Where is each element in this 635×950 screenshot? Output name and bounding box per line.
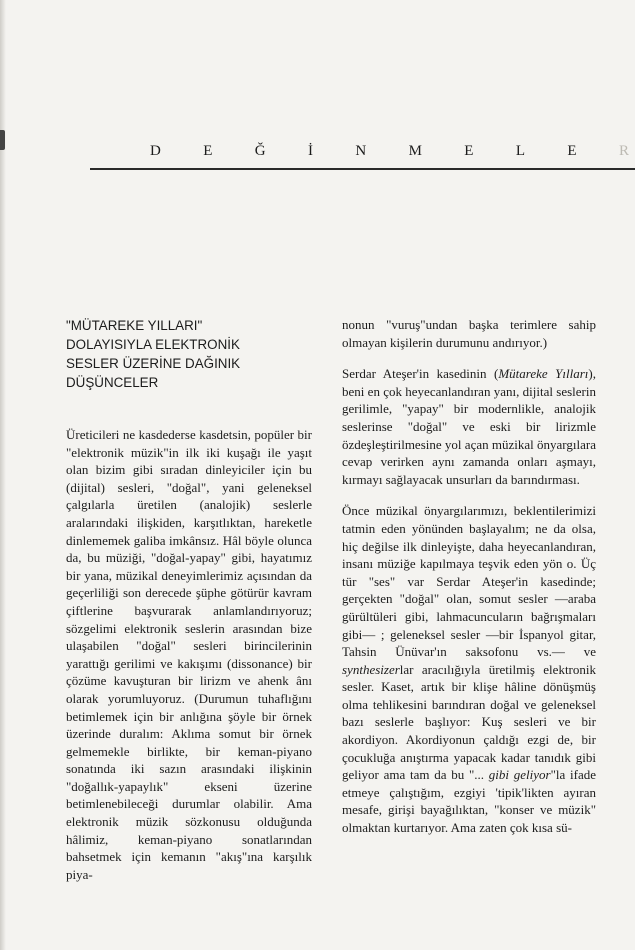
header-letter: Ğ [254,143,267,159]
text-run: ), beni en çok heyecanlandıran yanı, dijital seslerin gerilimle, "yapay" bir modernlikle, analojik seslerinse "doğal" ve eski bir lirizmle özdeşleştirilmesine yol açan müzikal önyargılara cevap verirken aynı zamanda onları aşmayı, kırmayı sağlayacak unsurları da barındırması. [342,366,596,487]
header-letter: N [355,143,368,159]
header-letter: E [567,143,578,159]
title-line: DÜŞÜNCELER [66,375,159,390]
text-run: lar aracılığıyla üretilmiş elektronik sesler. Kaset, artık bir klişe hâline dönüşmüş olma tehlikesini barındıran doğal ve geleneksel bazı seslerle başlıyor: Kuş sesleri ve bir akordiyon. Akordiyonun çaldığı ezgi de, bir çocukluğa anıştırma yapacak kadar tanıdık gibi geliyor ama tam da bu "... [342,661,596,783]
italic-term: synthesizer [342,661,400,677]
header-letter: L [515,143,527,159]
title-line: SESLER ÜZERİNE DAĞINIK [66,356,241,371]
left-column [66,316,312,895]
body-paragraph: nonun "vuruş"undan başka terimlere sahip olmayan kişilerin durumunu andırıyor.) [342,317,596,350]
title-line: DOLAYISIYLA ELEKTRONİK [66,337,240,352]
album-title: Mütareke Yılları [498,366,589,382]
header-letter: E [464,143,475,159]
italic-term: gibi geliyor [488,767,551,783]
header-letter: R [618,143,630,159]
body-paragraph: Üreticileri ne kasdederse kasdetsin, popüler bir "elektronik müzik"in ilk iki kuşağı ile yaşıt olan bizim gibi sıradan dinleyiciler için bu (dijital) sesleri, "doğal", yani geleneksel çalgılarla üretilen (analojik) seslerle aralarındaki ilişkiden, karşıtlıktan, hareketle dinlememek galiba imkânsız. Hâl böyle olunca da, bu müziği, "doğal-yapay" gibi, hayatımız bir yana, müzikal deneyimlerimiz açısından da geçerliliği son derecede şüphe götürür kavram çiftlerine başvurarak anlamlandırıyoruz; sözgelimi elektronik seslerin arasından bize ulaşabilen "doğal" sesleri birincilerinin yarattığı gerilimi ve kakışımı (dissonance) bir çözüme kavuşturan bir lirizm ve ahenk ânı olarak yorumluyoruz. (Durumun tuhaflığını betimlemek için bir anlığına şöyle bir örnek üzerinde duralım: Aklıma somut bir örnek gelmemekle birlikte, bir keman-piyano sonatında iki sazın arasındaki ilişkinin "doğallık-yapaylık" ekseni üzerine betimlenebileceği durumlar olabilir. Ama elektronik müzik sözkonusu olduğunda hâlimiz, keman-piyano sonatlarından bahsetmek için kemanın "akış"ına karşılık piya- [66,427,312,882]
header-letter: D [150,143,162,159]
header-letter: E [203,143,214,159]
text-run: Önce müzikal önyargılarımızı, beklentilerimizi tatmin eden yönünden başlayalım; ne da olsa, hiç değilse ilk dinleyişte, daha heyecanlandıran, insanı müziğe kapılmaya teşvik eden yön o. Üç tür "ses" var Serdar Ateşer'in kasedinde; gerçekten "doğal" olan, somut sesler —araba gürültüleri gibi, lahmacuncuların bağrışmaları gibi— ; geleneksel sesler —bir İspanyol gitar, Tahsin Ünüvar'ın saksofonu vs.— ve [342,503,596,660]
binding-mark [0,130,5,150]
right-column [342,316,596,851]
header-rule [90,168,635,170]
section-header [150,143,630,160]
text-run: "la ifade etmeye çalıştığım, ezgiyi 'tipik'likten ayıran mesafe, girişi bayağılıktan, "konser ve müzik" olmaktan kurtarıyor. Ama zaten çok kısa sü- [342,767,597,836]
title-line: "MÜTAREKE YILLARI" [66,318,203,333]
body-paragraph [342,365,596,488]
text-run: Serdar Ateşer'in kasedinin ( [342,366,499,382]
header-letter: M [408,143,423,159]
article-title [66,316,312,392]
body-paragraph [342,502,596,836]
header-letter: İ [307,143,314,159]
